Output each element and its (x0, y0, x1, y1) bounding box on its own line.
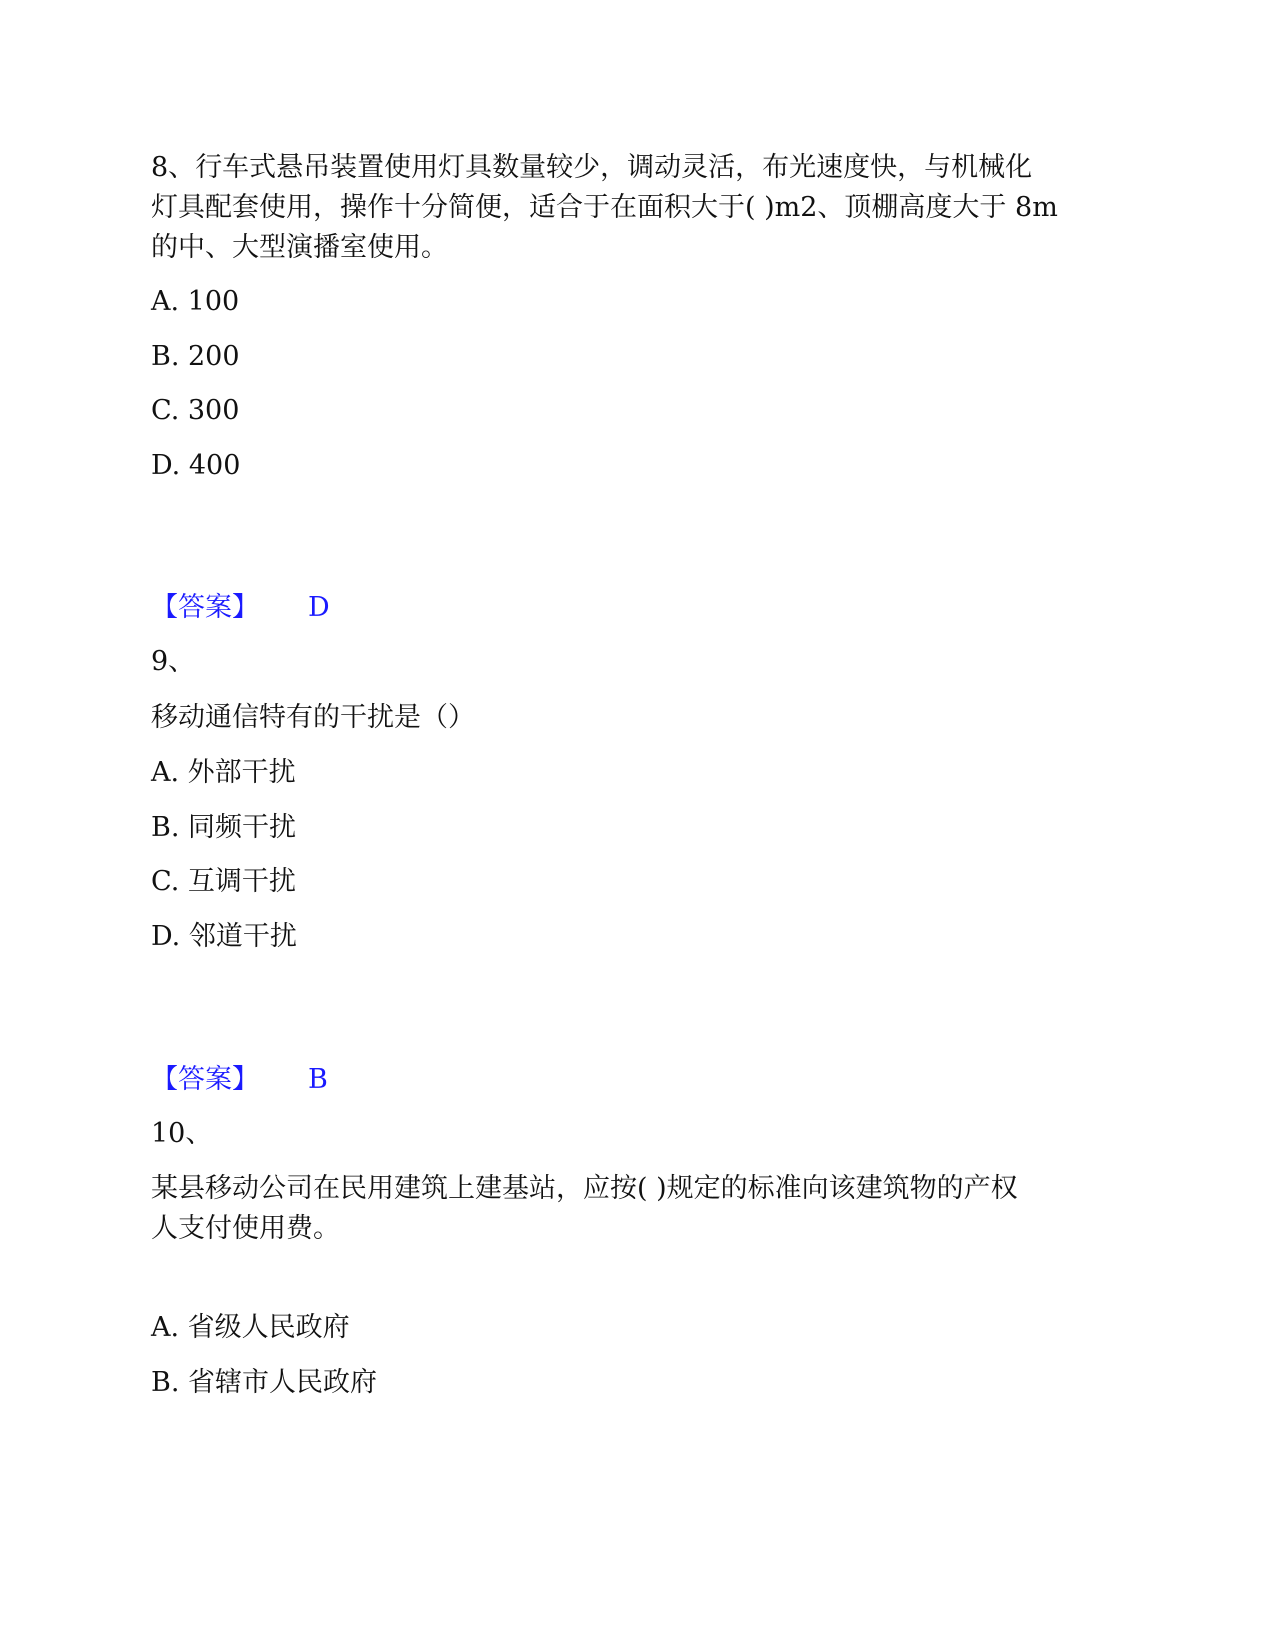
question-9-option-d: D. 邻道干扰 (151, 921, 297, 952)
question-8-number: 8、 (151, 152, 196, 183)
question-10-option-a: A. 省级人民政府 (151, 1312, 350, 1343)
question-8-option-a: A. 100 (151, 286, 240, 317)
answer-value: D (308, 592, 330, 623)
answer-value: B (308, 1064, 328, 1095)
question-8-option-c: C. 300 (151, 395, 240, 426)
question-8-stem-line-2: 灯具配套使用，操作十分简便，适合于在面积大于( )m2、顶棚高度大于 8m (151, 192, 1058, 223)
question-8-option-b: B. 200 (151, 341, 240, 372)
question-10-number: 10、 (151, 1118, 213, 1149)
question-9-stem-line-1: 移动通信特有的干扰是（） (151, 702, 475, 733)
question-10-stem-line-1: 某县移动公司在民用建筑上建基站，应按( )规定的标准向该建筑物的产权 (151, 1173, 1018, 1204)
question-8-answer (151, 592, 330, 624)
question-8-stem-line-3: 的中、大型演播室使用。 (151, 232, 448, 263)
question-10-stem-line-2: 人支付使用费。 (151, 1213, 340, 1244)
question-8-stem-line-1: 8、行车式悬吊装置使用灯具数量较少，调动灵活，布光速度快，与机械化 (151, 152, 1033, 183)
question-9-answer (151, 1064, 328, 1096)
question-8-option-d: D. 400 (151, 450, 241, 481)
question-9-option-a: A. 外部干扰 (151, 757, 296, 788)
question-9-option-c: C. 互调干扰 (151, 866, 296, 897)
question-10-option-b: B. 省辖市人民政府 (151, 1367, 378, 1398)
question-9-option-b: B. 同频干扰 (151, 812, 297, 843)
answer-label: 【答案】 (151, 1064, 259, 1095)
answer-label: 【答案】 (151, 592, 259, 623)
question-9-number: 9、 (151, 646, 196, 677)
